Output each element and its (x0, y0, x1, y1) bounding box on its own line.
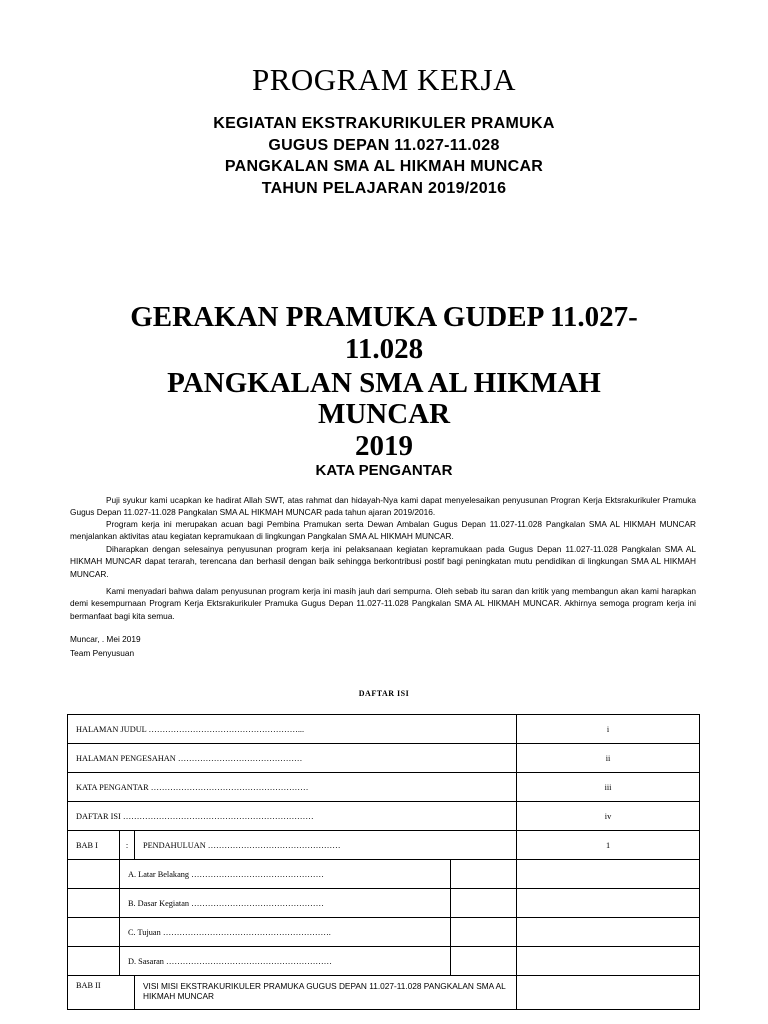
toc-subrow (68, 889, 700, 918)
toc-subrow (68, 860, 700, 889)
preface-paragraph-2: Program kerja ini merupakan acuan bagi Pembina Pramukan serta Dewan Ambalan Gugus Depan 11.027-11.028 Pangkalan SMA AL HIKMAH MUNCAR menjalankan aktivitas atau kegiatan kepramukaan di lingkungan Pangkalan SMA AL HIKMAH MUNCAR. (70, 519, 696, 542)
empty-cell (517, 889, 700, 918)
subtitle-line-4: TAHUN PELAJARAN 2019/2016 (261, 180, 507, 197)
page-title: PROGRAM KERJA (251, 62, 517, 97)
toc-row-bab-2 (68, 976, 700, 1010)
toc-entry-label: HALAMAN JUDUL ………………………………………………... (68, 715, 517, 744)
toc-subrow (68, 918, 700, 947)
toc-subrow (68, 947, 700, 976)
organization-year: 2019 (355, 430, 413, 462)
empty-cell (68, 918, 120, 947)
subtitle-line-2: GUGUS DEPAN 11.027-11.028 (268, 137, 500, 154)
empty-cell (68, 947, 120, 976)
subtitle-line-1: KEGIATAN EKSTRAKURIKULER PRAMUKA (213, 115, 555, 132)
organization-line-4: MUNCAR (317, 398, 451, 430)
toc-row (68, 802, 700, 831)
signatory: Team Penyusuan (70, 648, 135, 658)
empty-cell (451, 947, 517, 976)
toc-row (68, 715, 700, 744)
toc-entry-page: iii (517, 773, 700, 802)
toc-entry-page: i (517, 715, 700, 744)
toc-entry-page: ii (517, 744, 700, 773)
empty-cell (68, 860, 120, 889)
toc-entry-page: iv (517, 802, 700, 831)
chapter-label: BAB II (68, 976, 135, 1010)
subitem-label: C. Tujuan ……………………………………………………. (120, 918, 451, 947)
subitem-label: D. Sasaran …………………………………………………… (120, 947, 451, 976)
empty-cell (451, 889, 517, 918)
subitem-label: A. Latar Belakang ………………………………………… (120, 860, 451, 889)
toc-entry-label: DAFTAR ISI …………………………………………………………… (68, 802, 517, 831)
empty-cell (517, 976, 700, 1010)
toc-row-bab-1 (68, 831, 700, 860)
preface-heading: KATA PENGANTAR (315, 462, 453, 479)
organization-line-3: PANGKALAN SMA AL HIKMAH (167, 367, 601, 399)
place-date: Muncar, . Mei 2019 (70, 634, 141, 644)
preface-paragraph-3: Diharapkan dengan selesainya penyusunan program kerja ini pelaksanaan kegiatan kepramukaan pada Gugus Depan 11.027-11.028 Pangkalan SMA AL HIKMAH MUNCAR dapat terarah, terencana dan berhasil dengan baik sehingga berkontribusi postif bagi peningkatan mutu pendidikan di lingkungan SMA AL HIKMAH MUNCAR. (70, 544, 696, 579)
toc-table (67, 714, 700, 1010)
subtitle-line-3: PANGKALAN SMA AL HIKMAH MUNCAR (224, 158, 544, 175)
toc-row (68, 773, 700, 802)
empty-cell (517, 860, 700, 889)
empty-cell (68, 889, 120, 918)
chapter-title: PENDAHULUAN ………………………………………… (135, 831, 517, 860)
empty-cell (517, 947, 700, 976)
toc-entry-label: KATA PENGANTAR ………………………………………………… (68, 773, 517, 802)
toc-heading: DAFTAR ISI (358, 689, 410, 698)
organization-line-1: GERAKAN PRAMUKA GUDEP 11.027- (130, 301, 638, 333)
toc-entry-label: HALAMAN PENGESAHAN ……………………………………… (68, 744, 517, 773)
subitem-label: B. Dasar Kegiatan ………………………………………… (120, 889, 451, 918)
chapter-colon: : (120, 831, 135, 860)
empty-cell (451, 918, 517, 947)
organization-line-2: 11.028 (344, 333, 424, 365)
chapter-page: 1 (517, 831, 700, 860)
empty-cell (517, 918, 700, 947)
preface-paragraph-4: Kami menyadari bahwa dalam penyusunan program kerja ini masih jauh dari sempurna. Oleh sebab itu saran dan kritik yang membangun akan kami harapkan demi kesempurnaan Program Kerja Ektsrakurikuler Pramuka Gugus Depan 11.027-11.028 Pangkalan SMA AL HIKMAH MUNCAR. Akhirnya semoga program kerja ini bermanfaat bagi kita semua. (70, 586, 696, 621)
chapter-label: BAB I (68, 831, 120, 860)
preface-paragraph-1: Puji syukur kami ucapkan ke hadirat Allah SWT, atas rahmat dan hidayah-Nya kami dapat menyelesaikan penyusunan Progran Kerja Ektsrakurikuler Pramuka Gugus Depan 11.027-11.028 Pangkalan SMA AL HIKMAH MUNCAR pada tahun ajaran 2019/2016. (70, 495, 696, 518)
toc-row (68, 744, 700, 773)
empty-cell (451, 860, 517, 889)
chapter-title: VISI MISI EKSTRAKURIKULER PRAMUKA GUGUS DEPAN 11.027-11.028 PANGKALAN SMA AL HIKMAH MUNCAR (135, 976, 517, 1010)
